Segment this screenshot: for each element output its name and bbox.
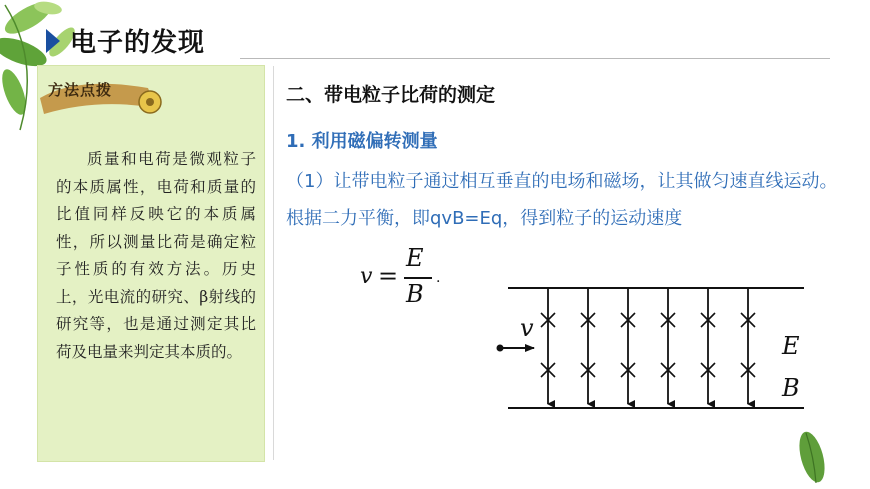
- sub-heading: 1. 利用磁偏转测量: [286, 131, 438, 152]
- formula-numerator: E: [406, 244, 424, 272]
- formula-equals: =: [378, 262, 399, 290]
- page-title: 电子的发现: [70, 28, 206, 58]
- formula-lhs: v: [360, 264, 373, 289]
- formula-denominator: B: [406, 280, 424, 308]
- title-bar: [46, 22, 205, 59]
- body-paragraph: （1）让带电粒子通过相互垂直的电场和磁场，让其做匀速直线运动。根据二力平衡，即qvB=Eq，得到粒子的运动速度: [286, 171, 838, 229]
- method-tip-panel: [37, 65, 265, 462]
- tip-label: 方法点拨: [48, 81, 113, 99]
- field-diagram: [494, 280, 824, 420]
- play-arrow-icon: [46, 29, 60, 53]
- velocity-label: v: [520, 314, 534, 342]
- column-divider: [273, 66, 274, 460]
- fraction-bar: [404, 277, 432, 279]
- section-heading: 二、带电粒子比荷的测定: [286, 84, 496, 106]
- electric-field-lines: [548, 288, 748, 404]
- leaf-decoration: [792, 427, 832, 487]
- field-e-label: E: [782, 332, 800, 360]
- magnetic-field-crosses: [541, 313, 755, 377]
- title-underline: [240, 58, 830, 59]
- formula-dot: .: [436, 270, 441, 286]
- field-b-label: B: [782, 374, 800, 402]
- tip-text: 质量和电荷是微观粒子的本质属性，电荷和质量的比值同样反映它的本质属性，所以测量比荷是确定粒子性质的有效方法。历史上，光电流的研究、β射线的研究等，也是通过测定其比荷及电量来判定其本质的。: [56, 150, 256, 361]
